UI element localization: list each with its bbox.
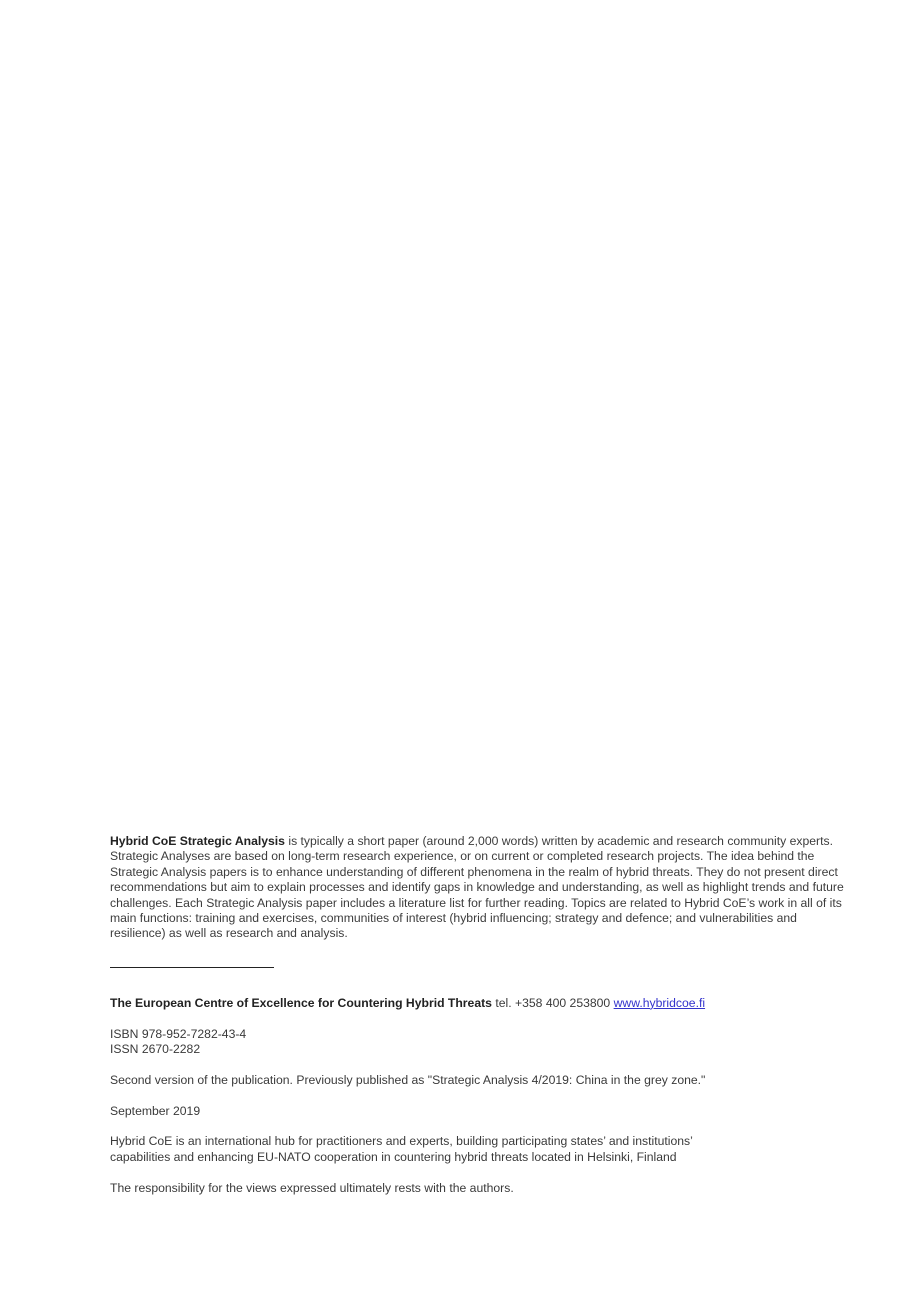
about-line-2: capabilities and enhancing EU-NATO cooperation in countering hybrid threats located in Helsinki, Finland — [110, 1149, 677, 1164]
divider-rule — [110, 967, 274, 968]
organization-name: The European Centre of Excellence for Countering Hybrid Threats — [110, 995, 492, 1010]
disclaimer: The responsibility for the views expressed ultimately rests with the authors. — [110, 1180, 514, 1195]
isbn-text: ISBN 978-952-7282-43-4 — [110, 1026, 247, 1041]
version-note: Second version of the publication. Previously published as "Strategic Analysis 4/2019: China in the grey zone." — [110, 1072, 706, 1087]
telephone-text: tel. +358 400 253800 — [491, 995, 614, 1010]
identifiers — [110, 1027, 845, 1058]
series-description — [110, 834, 845, 942]
publication-date: September 2019 — [110, 1103, 201, 1118]
website-link[interactable]: www.hybridcoe.fi — [613, 995, 706, 1010]
about-hybrid-coe — [110, 1134, 845, 1165]
back-matter — [110, 834, 845, 1211]
series-title: Hybrid CoE Strategic Analysis — [110, 834, 285, 848]
organization-contact — [110, 996, 845, 1011]
issn-text: ISSN 2670-2282 — [110, 1042, 201, 1057]
about-line-1: Hybrid CoE is an international hub for practitioners and experts, building participating states’ and institutions’ — [110, 1134, 693, 1149]
series-description-text: is typically a short paper (around 2,000 words) written by academic and research community experts. Strategic Analyses are based on long-term research experience, or on current or completed research projects. The idea behind the Strategic Analysis papers is to enhance understanding of different phenomena in the realm of hybrid threats. They do not present direct recommendations but aim to explain processes and identify gaps in knowledge and understanding, as well as highlight trends and future challenges. Each Strategic Analysis paper includes a literature list for further reading. Topics are related to Hybrid CoE’s work in all of its main functions: training and exercises, communities of interest (hybrid influencing; strategy and defence; and vulnerabilities and resilience) as well as research and analysis. — [110, 834, 844, 941]
